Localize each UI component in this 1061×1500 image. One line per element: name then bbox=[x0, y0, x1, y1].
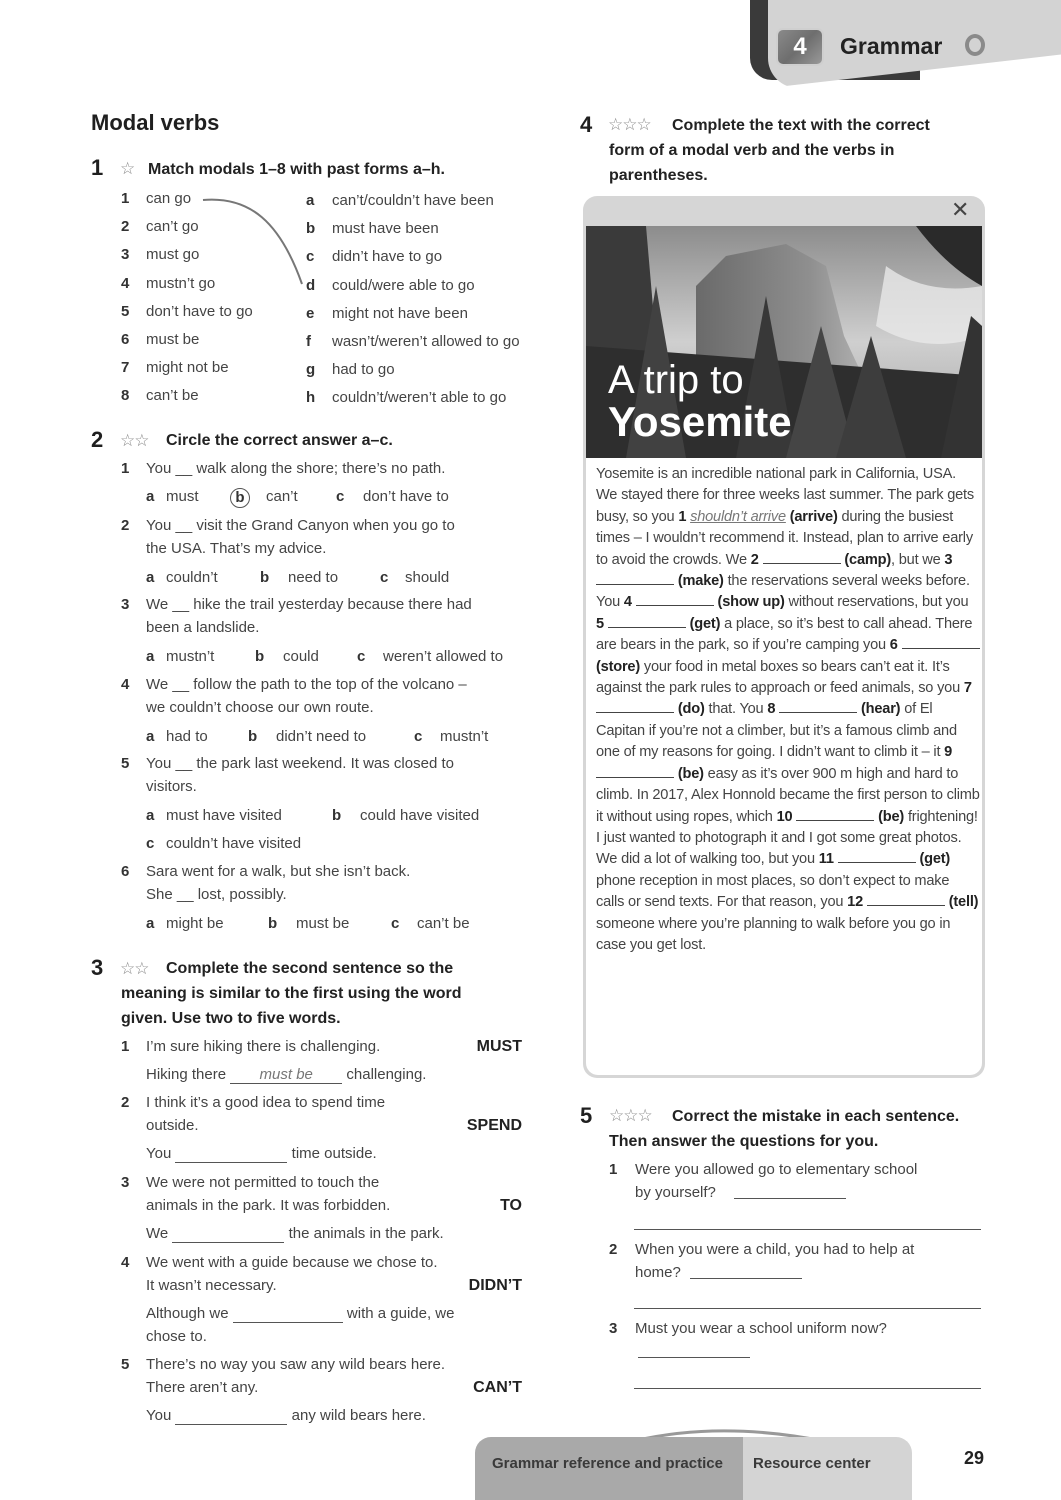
exercise-4-instruction-line-2: form of a modal verb and the verbs in bbox=[609, 142, 895, 159]
text-segment: , but we bbox=[891, 551, 945, 568]
past-form-letter: g bbox=[306, 361, 316, 379]
circled-answer: b bbox=[230, 488, 250, 508]
rewrite-after-line-2: chose to. bbox=[146, 1328, 207, 1345]
exercise-4-instruction-line-3: parentheses. bbox=[609, 167, 708, 184]
item-number: 2 bbox=[121, 1094, 130, 1111]
question-line-1: Were you allowed go to elementary school bbox=[635, 1161, 918, 1178]
past-form-letter: b bbox=[306, 220, 316, 238]
original-sentence: There aren’t any. bbox=[146, 1379, 259, 1396]
keyword: DIDN’T bbox=[468, 1277, 522, 1294]
original-sentence: I think it’s a good idea to spend time bbox=[146, 1094, 386, 1111]
exercise-5-instruction-line-1: Correct the mistake in each sentence. bbox=[672, 1108, 960, 1125]
option-b-text[interactable]: could bbox=[283, 648, 319, 665]
star-rating-icon: ☆☆☆ bbox=[608, 115, 651, 135]
option-a-text[interactable]: might be bbox=[166, 915, 224, 932]
option-a-letter[interactable]: a bbox=[146, 807, 155, 824]
question-line-2: by yourself? bbox=[635, 1184, 716, 1201]
section-title: Grammar bbox=[840, 33, 943, 59]
option-a-letter[interactable]: a bbox=[146, 569, 155, 586]
option-a-text[interactable]: must have visited bbox=[166, 807, 282, 824]
original-sentence: It wasn’t necessary. bbox=[146, 1277, 277, 1294]
question-line-1: You __ visit the Grand Canyon when you go to bbox=[146, 517, 455, 534]
text-segment: your food in metal boxes so bears can’t eat it. It’s against the park rules to approach or feed animals, so you bbox=[596, 658, 964, 697]
star-rating-icon: ☆☆☆ bbox=[609, 1106, 652, 1126]
question-line-2: been a landslide. bbox=[146, 619, 260, 636]
modal-number: 1 bbox=[121, 190, 130, 207]
gap-blank[interactable] bbox=[779, 701, 857, 713]
past-form-text: can’t/couldn’t have been bbox=[332, 192, 494, 209]
option-c-text[interactable]: should bbox=[405, 569, 450, 586]
gap-verb: (hear) bbox=[860, 701, 901, 718]
exercise-1-number: 1 bbox=[91, 155, 104, 180]
option-a-letter[interactable]: a bbox=[146, 728, 155, 745]
answer-blank[interactable] bbox=[233, 1305, 343, 1323]
exercise-1-instruction: Match modals 1–8 with past forms a–h. bbox=[148, 161, 445, 178]
question-line-2: we couldn’t choose our own route. bbox=[146, 699, 374, 716]
close-icon[interactable]: ✕ bbox=[951, 198, 970, 223]
answer-line[interactable] bbox=[634, 1229, 981, 1230]
gap-number: 9 bbox=[944, 744, 953, 761]
question-line-2: She __ lost, possibly. bbox=[146, 886, 287, 903]
gap-verb: (camp) bbox=[844, 551, 892, 568]
gap-number: 6 bbox=[889, 637, 898, 654]
past-form-letter: f bbox=[306, 333, 311, 350]
correction-blank[interactable] bbox=[734, 1198, 846, 1199]
text-segment: during the busiest times – I wouldn’t recommend it. Instead, plan to arrive early to avoid the crowds. We bbox=[596, 508, 973, 568]
past-form-letter: a bbox=[306, 192, 315, 209]
answer-blank[interactable]: must be bbox=[230, 1066, 342, 1084]
modal-text: can’t go bbox=[146, 218, 199, 236]
gap-blank[interactable] bbox=[596, 766, 674, 778]
past-form-text: could/were able to go bbox=[332, 276, 475, 294]
yosemite-photo bbox=[586, 226, 982, 458]
modal-text: mustn’t go bbox=[146, 274, 216, 292]
option-a-text[interactable]: mustn’t bbox=[166, 648, 215, 665]
rewrite-sentence bbox=[146, 1145, 377, 1163]
modal-number: 4 bbox=[121, 274, 130, 292]
option-b-letter[interactable]: b bbox=[255, 648, 265, 665]
rewrite-before: We bbox=[146, 1225, 169, 1242]
option-c-text[interactable]: mustn’t bbox=[440, 728, 489, 745]
option-a-text[interactable]: couldn’t bbox=[166, 569, 218, 586]
modal-number: 6 bbox=[121, 331, 130, 348]
exercise-4-number: 4 bbox=[580, 112, 593, 137]
exercise-3-instruction-line-3: given. Use two to five words. bbox=[121, 1010, 341, 1027]
option-b-text[interactable]: could have visited bbox=[360, 807, 480, 824]
gap-answer[interactable]: shouldn’t arrive bbox=[690, 508, 786, 525]
question-number: 2 bbox=[121, 517, 130, 534]
modal-text: must be bbox=[146, 331, 200, 348]
keyword: SPEND bbox=[466, 1117, 522, 1134]
exercise-2-instruction: Circle the correct answer a–c. bbox=[166, 432, 393, 449]
exercise-3-instruction-line-2: meaning is similar to the first using the word bbox=[121, 985, 462, 1002]
gap-number: 2 bbox=[750, 551, 759, 568]
footer-tabs bbox=[475, 1437, 912, 1500]
rewrite-sentence bbox=[146, 1066, 426, 1084]
item-number: 1 bbox=[121, 1038, 130, 1055]
gap-number: 11 bbox=[818, 851, 834, 868]
option-a-letter[interactable]: a bbox=[146, 915, 155, 932]
rewrite-after: any wild bears here. bbox=[291, 1407, 426, 1424]
option-c-letter[interactable]: c bbox=[146, 835, 155, 852]
rewrite-after: time outside. bbox=[291, 1145, 377, 1162]
option-b-text[interactable]: must be bbox=[296, 915, 350, 932]
question-line-1: We __ hike the trail yesterday because there had bbox=[146, 596, 472, 613]
exercise-5-number: 5 bbox=[580, 1103, 593, 1128]
article-text bbox=[596, 464, 980, 956]
option-c-letter[interactable]: c bbox=[380, 569, 389, 586]
past-form-text: wasn’t/weren’t allowed to go bbox=[332, 333, 520, 350]
rewrite-sentence bbox=[146, 1305, 454, 1323]
question-number: 1 bbox=[609, 1161, 618, 1178]
option-b-text[interactable]: can’t bbox=[266, 488, 298, 505]
question-line-2: the USA. That’s my advice. bbox=[146, 540, 327, 557]
answer-blank[interactable] bbox=[175, 1407, 287, 1425]
modal-text: can go bbox=[146, 190, 192, 207]
keyword: TO bbox=[500, 1197, 522, 1214]
option-c-letter[interactable]: c bbox=[357, 648, 366, 665]
question-number: 5 bbox=[121, 755, 130, 772]
rewrite-before: Hiking there bbox=[146, 1066, 227, 1083]
option-c-text[interactable]: don’t have to bbox=[363, 488, 449, 505]
star-rating-icon: ☆☆ bbox=[120, 959, 149, 979]
match-line bbox=[200, 192, 310, 292]
past-form-text: couldn’t/weren’t able to go bbox=[332, 389, 507, 407]
original-sentence: outside. bbox=[146, 1117, 199, 1134]
question-line-1: We __ follow the path to the top of the volcano – bbox=[146, 676, 467, 693]
gap-blank[interactable] bbox=[796, 809, 874, 821]
text-segment: phone reception in most places, so don’t expect to make calls or send texts. For that reason, you bbox=[596, 872, 950, 911]
option-c-letter[interactable]: c bbox=[336, 488, 345, 505]
star-rating-icon: ☆ bbox=[120, 159, 135, 179]
question-line-1: You __ walk along the shore; there’s no path. bbox=[146, 460, 446, 477]
rewrite-sentence bbox=[146, 1407, 426, 1425]
rewrite-before: Although we bbox=[146, 1305, 229, 1322]
keyword: CAN’T bbox=[473, 1379, 522, 1396]
item-number: 3 bbox=[121, 1174, 130, 1191]
option-c-text[interactable]: couldn’t have visited bbox=[166, 835, 302, 852]
text-segment: of El Capitan if you’re not a climber, but it’s a famous climb and one of my reasons for going. I didn’t want to climb it – it bbox=[596, 701, 957, 761]
option-a-letter[interactable]: a bbox=[146, 488, 155, 505]
option-a-text[interactable]: had to bbox=[166, 728, 208, 745]
past-form-letter: h bbox=[306, 389, 316, 407]
option-b-letter[interactable]: b bbox=[332, 807, 342, 824]
modal-text: must go bbox=[146, 246, 200, 264]
question-line-1: Sara went for a walk, but she isn’t back. bbox=[146, 863, 411, 880]
exercise-2-number: 2 bbox=[91, 427, 104, 452]
question-line-1: Must you wear a school uniform now? bbox=[635, 1320, 887, 1337]
question-line-2: home? bbox=[635, 1264, 681, 1281]
rewrite-before: You bbox=[146, 1407, 172, 1424]
correction-blank[interactable] bbox=[690, 1278, 802, 1279]
gap-blank[interactable] bbox=[596, 573, 674, 585]
ring-icon bbox=[965, 34, 985, 56]
modal-text: can’t be bbox=[146, 387, 199, 405]
rewrite-after: challenging. bbox=[346, 1066, 427, 1083]
modal-text: might not be bbox=[146, 359, 229, 377]
gap-verb: (get) bbox=[689, 615, 721, 632]
past-form-text: must have been bbox=[332, 220, 439, 238]
gap-verb: (make) bbox=[677, 573, 724, 590]
text-segment: someone where you’re planning to walk before you go in case you get lost. bbox=[596, 915, 951, 953]
question-line-1: You __ the park last weekend. It was closed to bbox=[146, 755, 454, 772]
past-form-text: might not have been bbox=[332, 304, 468, 322]
answer-line[interactable] bbox=[634, 1388, 981, 1389]
article-body bbox=[586, 226, 982, 1075]
modal-number: 2 bbox=[121, 218, 130, 236]
option-c-text[interactable]: can’t be bbox=[417, 915, 470, 932]
option-b-letter[interactable]: b bbox=[268, 915, 278, 932]
correction-blank[interactable] bbox=[638, 1357, 750, 1358]
gap-verb: (tell) bbox=[948, 894, 979, 911]
gap-blank[interactable] bbox=[636, 594, 714, 606]
past-form-text: had to go bbox=[332, 361, 395, 379]
past-form-letter: c bbox=[306, 248, 315, 266]
gap-blank[interactable] bbox=[902, 637, 980, 649]
answer-line[interactable] bbox=[634, 1308, 981, 1309]
original-sentence: animals in the park. It was forbidden. bbox=[146, 1197, 391, 1214]
gap-number: 8 bbox=[767, 701, 776, 718]
gap-number: 3 bbox=[944, 551, 953, 568]
past-form-letter: d bbox=[306, 276, 316, 294]
question-number: 3 bbox=[609, 1320, 618, 1337]
gap-verb: (arrive) bbox=[789, 508, 838, 525]
gap-number: 4 bbox=[623, 594, 632, 611]
question-number: 2 bbox=[609, 1241, 618, 1258]
gap-number: 12 bbox=[847, 894, 864, 911]
gap-number: 7 bbox=[963, 680, 972, 697]
text-segment: Yosemite is an incredible national park in California, USA. We stayed there for three weeks last summer. The park gets busy, so you bbox=[596, 466, 975, 525]
gap-blank[interactable] bbox=[763, 552, 841, 564]
text-segment: a place, so it’s best to call ahead. There are bears in the park, so if you’re camping you bbox=[596, 615, 973, 654]
rewrite-after: the animals in the park. bbox=[288, 1225, 444, 1242]
rewrite-sentence bbox=[146, 1225, 444, 1243]
question-line-1: When you were a child, you had to help at bbox=[635, 1241, 915, 1258]
article-title bbox=[608, 359, 792, 443]
question-number: 1 bbox=[121, 460, 130, 477]
question-number: 3 bbox=[121, 596, 130, 613]
page-number: 29 bbox=[964, 1448, 985, 1468]
unit-number-badge: 4 bbox=[776, 28, 824, 66]
text-segment: without reservations, but you bbox=[784, 594, 969, 611]
original-sentence: We went with a guide because we chose to. bbox=[146, 1254, 438, 1271]
answer-blank[interactable] bbox=[175, 1145, 287, 1163]
original-sentence: I’m sure hiking there is challenging. bbox=[146, 1038, 381, 1055]
option-b-text[interactable]: need to bbox=[288, 569, 339, 586]
text-segment: easy as it’s over 900 m high and hard to climb. In 2017, Alex Honnold became the first person to climb it without using ropes, which bbox=[596, 765, 980, 825]
past-form-letter: e bbox=[306, 304, 315, 322]
text-segment: frightening! I just wanted to photograph it and I got some great photos. We did a lot of walking too, but you bbox=[596, 808, 978, 868]
unit-header-tab bbox=[750, 0, 1061, 82]
item-number: 4 bbox=[121, 1254, 130, 1271]
text-segment: the reservations several weeks before. You bbox=[596, 573, 970, 611]
page-title: Modal verbs bbox=[91, 110, 220, 135]
gap-blank[interactable] bbox=[867, 894, 945, 906]
gap-blank[interactable] bbox=[596, 701, 674, 713]
gap-number: 1 bbox=[678, 508, 687, 525]
gap-number: 10 bbox=[776, 808, 793, 825]
question-number: 4 bbox=[121, 676, 130, 693]
rewrite-after: with a guide, we bbox=[346, 1305, 455, 1322]
gap-verb: (be) bbox=[677, 765, 704, 782]
gap-blank[interactable] bbox=[608, 616, 686, 628]
modal-text: don’t have to go bbox=[146, 302, 253, 320]
gap-verb: (show up) bbox=[717, 594, 785, 611]
modal-number: 8 bbox=[121, 387, 130, 405]
option-c-letter[interactable]: c bbox=[414, 728, 423, 745]
rewrite-before: You bbox=[146, 1145, 172, 1162]
exercise-4-instruction-line-1: Complete the text with the correct bbox=[672, 117, 930, 134]
gap-blank[interactable] bbox=[838, 851, 916, 863]
answer-blank[interactable] bbox=[172, 1225, 284, 1243]
item-number: 5 bbox=[121, 1356, 130, 1373]
article-title-line-2: Yosemite bbox=[608, 398, 792, 445]
gap-verb: (be) bbox=[878, 808, 905, 825]
option-c-letter[interactable]: c bbox=[391, 915, 400, 932]
exercise-3-instruction-line-1: Complete the second sentence so the bbox=[166, 960, 454, 977]
question-number: 6 bbox=[121, 863, 130, 880]
original-sentence: We were not permitted to touch the bbox=[146, 1174, 380, 1191]
option-a-letter[interactable]: a bbox=[146, 648, 155, 665]
option-c-text[interactable]: weren’t allowed to bbox=[383, 648, 504, 665]
exercise-5-instruction-line-2: Then answer the questions for you. bbox=[609, 1133, 879, 1150]
modal-number: 3 bbox=[121, 246, 130, 264]
option-b-letter[interactable] bbox=[233, 488, 250, 508]
modal-number: 5 bbox=[121, 302, 130, 320]
past-form-text: didn’t have to go bbox=[332, 248, 443, 266]
option-a-text[interactable]: must bbox=[166, 488, 199, 505]
footer-tab-1-label: Grammar reference and practice bbox=[492, 1455, 723, 1472]
exercise-3-number: 3 bbox=[91, 955, 104, 980]
gap-verb: (get) bbox=[919, 851, 951, 868]
original-sentence: There’s no way you saw any wild bears here. bbox=[146, 1356, 446, 1373]
star-rating-icon: ☆☆ bbox=[120, 431, 149, 451]
article-card bbox=[583, 196, 985, 1078]
keyword: MUST bbox=[476, 1038, 522, 1055]
footer-tab-resource-center[interactable] bbox=[743, 1437, 912, 1500]
option-b-letter[interactable]: b bbox=[248, 728, 258, 745]
gap-number: 5 bbox=[596, 615, 604, 632]
gap-verb: (do) bbox=[677, 701, 705, 718]
article-title-line-1: A trip to bbox=[608, 358, 744, 402]
footer-tab-2-label: Resource center bbox=[753, 1455, 871, 1472]
text-segment: that. You bbox=[704, 701, 768, 718]
footer-tab-grammar-reference[interactable] bbox=[475, 1437, 743, 1500]
option-b-letter[interactable]: b bbox=[260, 569, 270, 586]
question-line-2: visitors. bbox=[146, 778, 197, 795]
gap-verb: (store) bbox=[596, 658, 641, 675]
modal-number: 7 bbox=[121, 359, 130, 377]
option-b-text[interactable]: didn’t need to bbox=[276, 728, 367, 745]
